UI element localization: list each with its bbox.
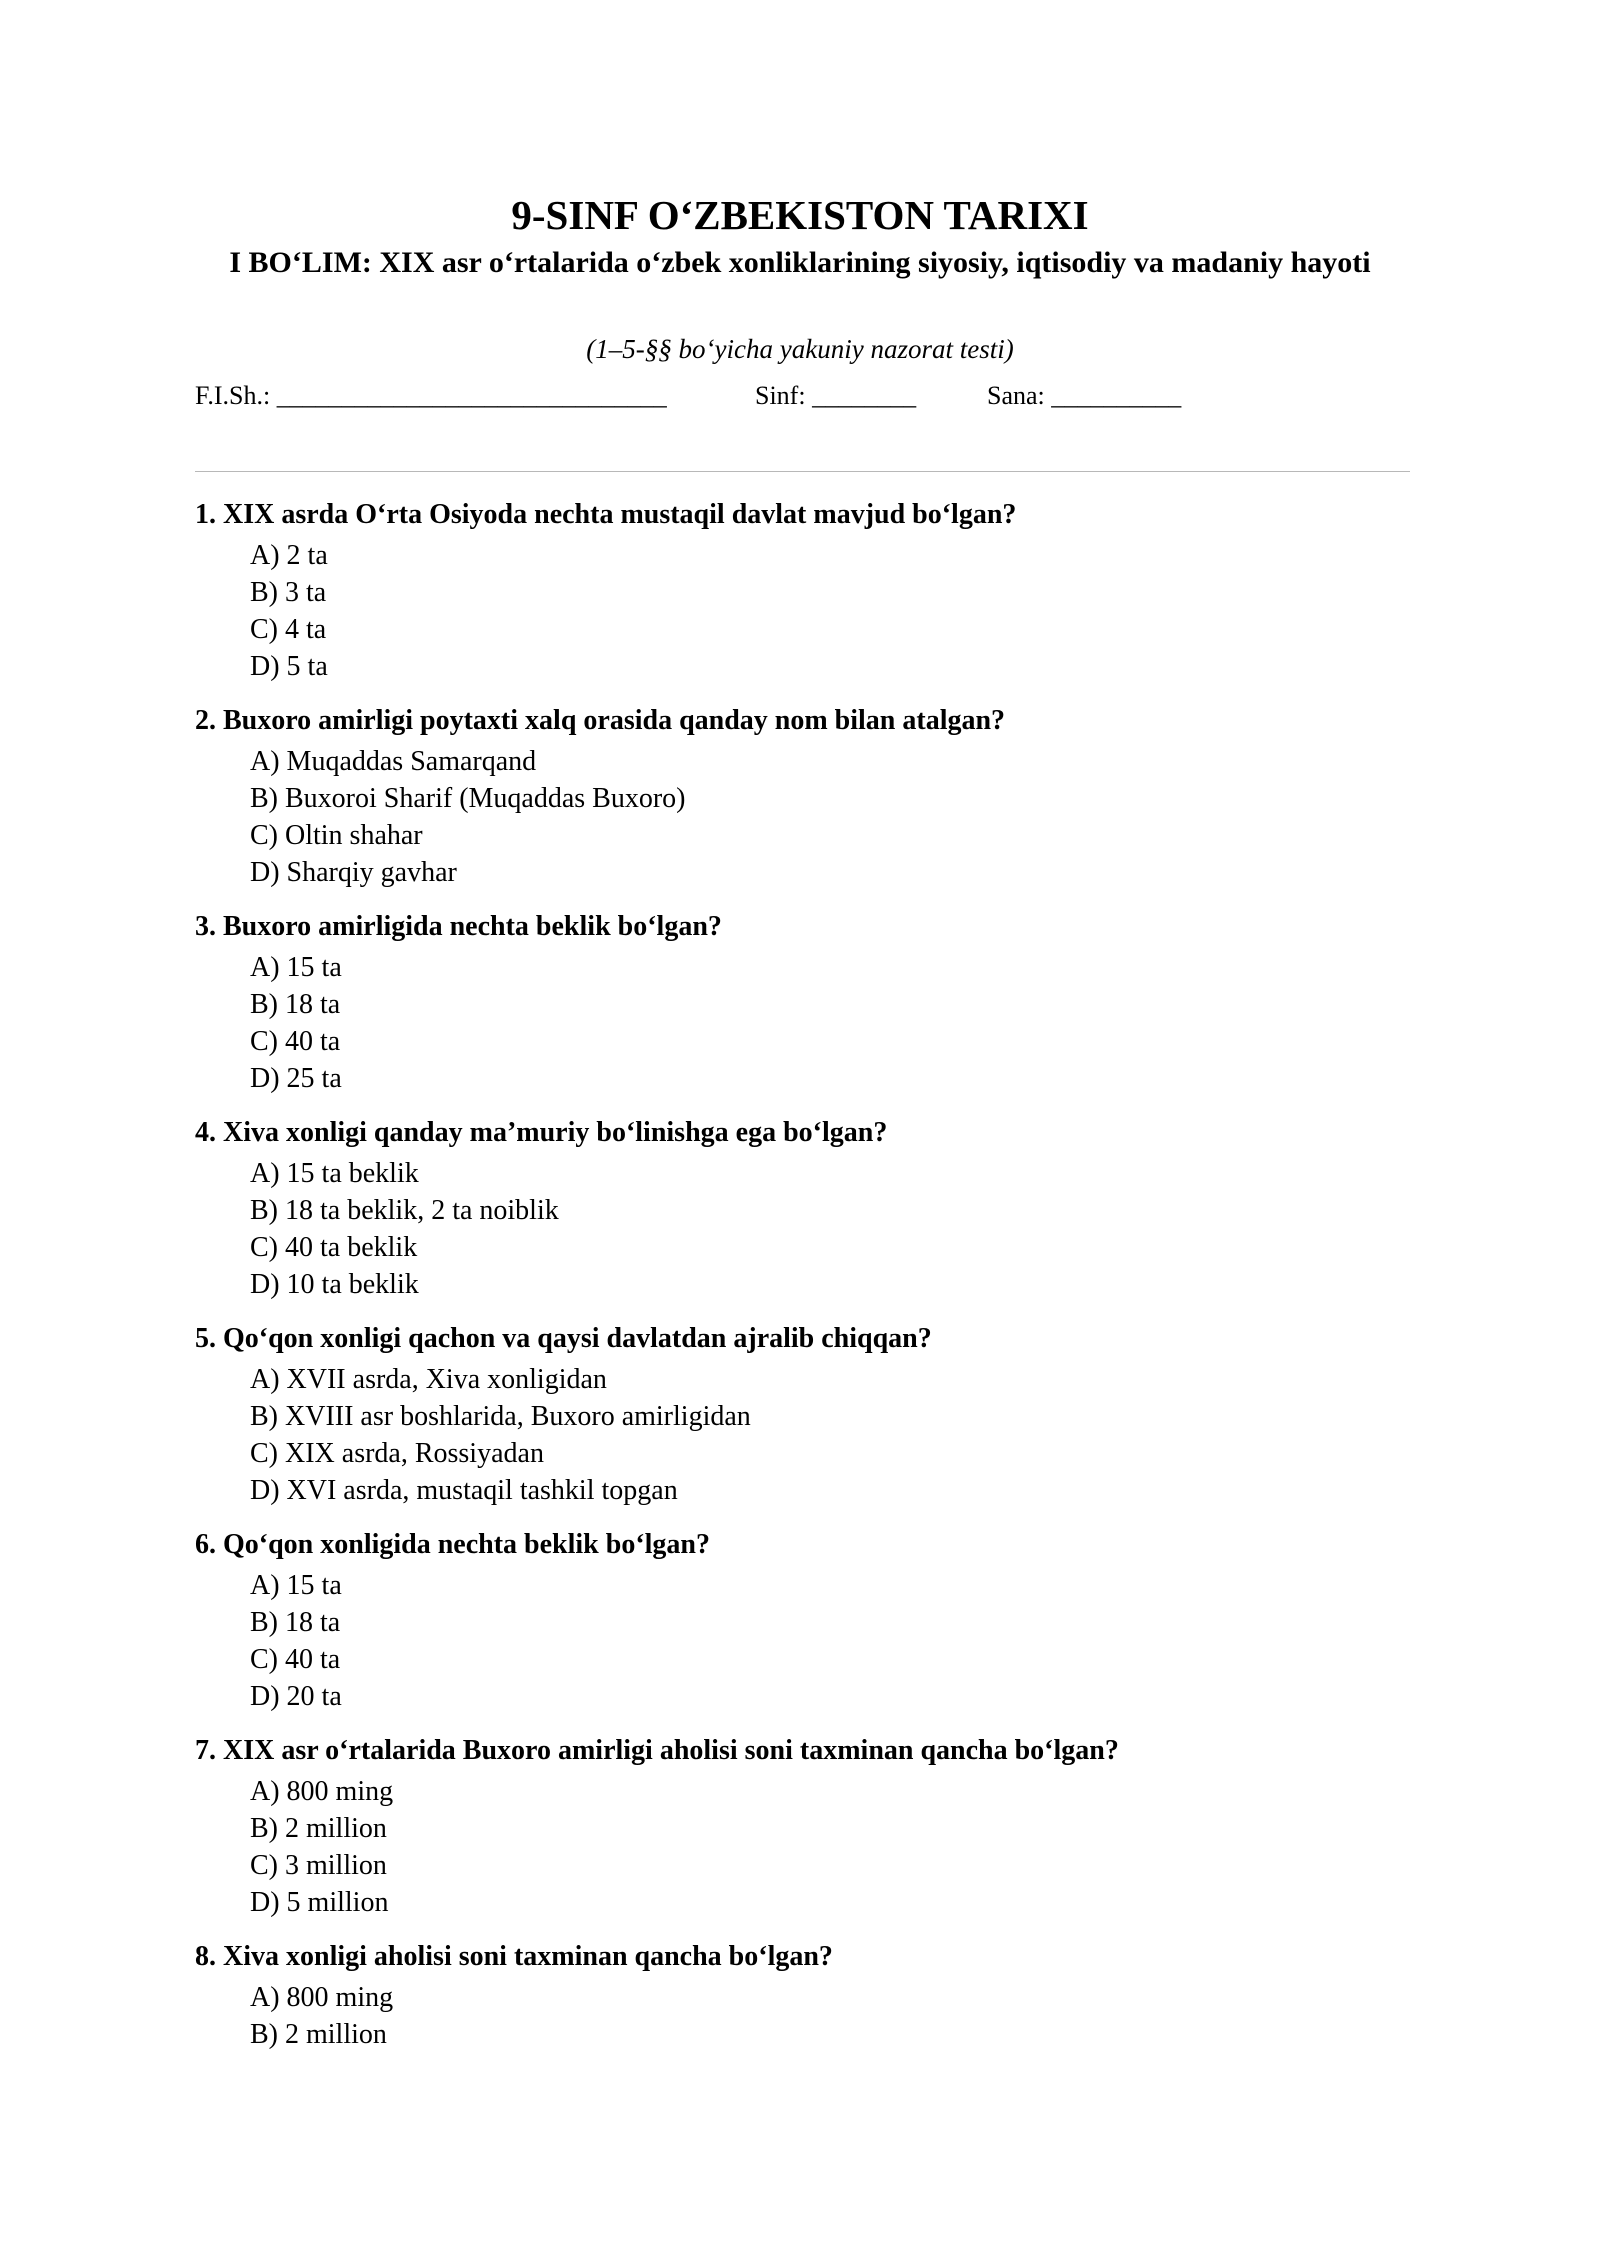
answer-options <box>195 1773 1410 1921</box>
answer-option: C) 3 million <box>250 1850 387 1881</box>
answer-option: C) Oltin shahar <box>250 820 423 851</box>
question-text: 4. Xiva xonligi qanday ma’muriy bo‘linishga ega bo‘lgan? <box>195 1117 888 1148</box>
question-text: 2. Buxoro amirligi poytaxti xalq orasida qanday nom bilan atalgan? <box>195 705 1006 736</box>
answer-option: A) 2 ta <box>250 540 328 571</box>
answer-option: A) 800 ming <box>250 1982 394 2013</box>
section-subtitle: I BO‘LIM: XIX asr o‘rtalarida o‘zbek xonliklarining siyosiy, iqtisodiy va madaniy hayoti <box>229 246 1371 279</box>
answer-option: B) Buxoroi Sharif (Muqaddas Buxoro) <box>250 783 686 814</box>
answer-option: B) 18 ta beklik, 2 ta noiblik <box>250 1195 559 1226</box>
answer-option: C) 40 ta <box>250 1026 341 1057</box>
answer-option: B) 3 ta <box>250 577 327 608</box>
answer-options <box>195 1567 1410 1715</box>
question-text: 5. Qo‘qon xonligi qachon va qaysi davlatdan ajralib chiqqan? <box>195 1323 932 1354</box>
test-note: (1–5-§§ bo‘yicha yakuniy nazorat testi) <box>586 334 1014 364</box>
question-block <box>195 1525 1410 1715</box>
answer-option: A) Muqaddas Samarqand <box>250 746 537 777</box>
answer-option: C) XIX asrda, Rossiyadan <box>250 1438 544 1469</box>
answer-options <box>195 537 1410 685</box>
answer-options <box>195 949 1410 1097</box>
answer-options <box>195 1361 1410 1509</box>
question-block <box>195 1319 1410 1509</box>
answer-option: D) 5 million <box>250 1887 389 1918</box>
question-block <box>195 495 1410 685</box>
question-block <box>195 907 1410 1097</box>
answer-option: D) 5 ta <box>250 651 328 682</box>
answer-option: A) 15 ta <box>250 1570 342 1601</box>
question-text: 6. Qo‘qon xonligida nechta beklik bo‘lgan? <box>195 1529 711 1560</box>
question-text: 1. XIX asrda O‘rta Osiyoda nechta mustaqil davlat mavjud bo‘lgan? <box>195 499 1017 530</box>
answer-option: B) XVIII asr boshlarida, Buxoro amirligidan <box>250 1401 751 1432</box>
answer-option: B) 18 ta <box>250 989 341 1020</box>
question-text: 3. Buxoro amirligida nechta beklik bo‘lgan? <box>195 911 722 942</box>
answer-option: A) 800 ming <box>250 1776 394 1807</box>
answer-option: D) 25 ta <box>250 1063 342 1094</box>
question-list <box>195 495 1410 2069</box>
answer-options <box>195 1979 1410 2053</box>
answer-option: A) 15 ta <box>250 952 342 983</box>
answer-options <box>195 1155 1410 1303</box>
answer-option: A) 15 ta beklik <box>250 1158 419 1189</box>
answer-option: C) 40 ta beklik <box>250 1232 418 1263</box>
answer-option: C) 40 ta <box>250 1644 341 1675</box>
answer-option: B) 2 million <box>250 1813 387 1844</box>
answer-option: C) 4 ta <box>250 614 327 645</box>
answer-option: D) XVI asrda, mustaqil tashkil topgan <box>250 1475 678 1506</box>
question-block <box>195 1937 1410 2053</box>
answer-option: D) Sharqiy gavhar <box>250 857 457 888</box>
question-text: 8. Xiva xonligi aholisi soni taxminan qancha bo‘lgan? <box>195 1941 833 1972</box>
question-block <box>195 1731 1410 1921</box>
answer-option: B) 18 ta <box>250 1607 341 1638</box>
class-field: Sinf: ________ <box>755 381 917 410</box>
page-title: 9-SINF O‘ZBEKISTON TARIXI <box>511 192 1089 238</box>
answer-options <box>195 743 1410 891</box>
question-block <box>195 1113 1410 1303</box>
name-field: F.I.Sh.: ______________________________ <box>195 381 667 410</box>
question-text: 7. XIX asr o‘rtalarida Buxoro amirligi aholisi soni taxminan qancha bo‘lgan? <box>195 1735 1119 1766</box>
answer-option: B) 2 million <box>250 2019 387 2050</box>
answer-option: D) 10 ta beklik <box>250 1269 419 1300</box>
answer-option: A) XVII asrda, Xiva xonligidan <box>250 1364 607 1395</box>
date-field: Sana: __________ <box>987 381 1182 410</box>
header-divider <box>195 471 1410 472</box>
question-block <box>195 701 1410 891</box>
answer-option: D) 20 ta <box>250 1681 342 1712</box>
